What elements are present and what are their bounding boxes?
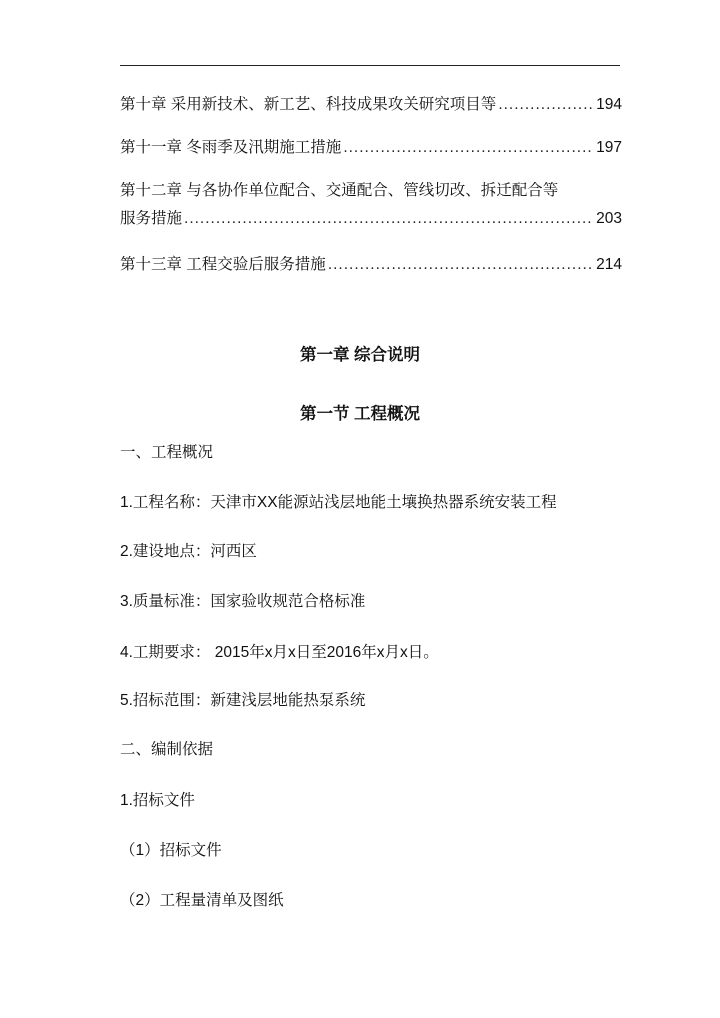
toc-entry-label: 第十一章 冬雨季及汛期施工措施	[120, 139, 342, 156]
quality-standard-item: 3.质量标准：国家验收规范合格标准	[120, 593, 366, 610]
toc-entry-page: 197	[596, 139, 622, 156]
build-location-item: 2.建设地点：河西区	[120, 543, 257, 560]
toc-leader-dots	[498, 94, 594, 116]
toc-entry-page: 203	[596, 210, 622, 227]
toc-entry-chapter-13[interactable]	[120, 254, 622, 276]
toc-entry-chapter-10[interactable]	[120, 94, 622, 116]
toc-entry-page: 194	[596, 96, 622, 113]
tender-scope-item: 5.招标范围：新建浅层地能热泵系统	[120, 692, 366, 709]
toc-leader-dots	[328, 254, 594, 276]
toc-leader-dots	[343, 137, 594, 159]
toc-entry-chapter-11[interactable]	[120, 137, 622, 159]
chapter-title: 第一章 综合说明	[299, 346, 421, 364]
toc-entry-chapter-12[interactable]	[120, 208, 622, 230]
toc-entry-label: 服务措施	[120, 210, 183, 227]
heading-basis: 二、编制依据	[120, 741, 214, 758]
toc-entry-label: 第十章 采用新技术、新工艺、科技成果攻关研究项目等	[120, 96, 497, 113]
project-name-item: 1.工程名称：天津市XX能源站浅层地能土壤换热器系统安装工程	[120, 494, 557, 511]
basis-tender-docs: 1.招标文件	[120, 792, 195, 809]
section-title: 第一节 工程概况	[299, 405, 421, 423]
toc-entry-label: 第十三章 工程交验后服务措施	[120, 256, 326, 273]
basis-subitem-1: （1）招标文件	[120, 842, 222, 859]
toc-entry-page: 214	[596, 256, 622, 273]
toc-entry-chapter-12-line1[interactable]: 第十二章 与各协作单位配合、交通配合、管线切改、拆迁配合等	[120, 182, 559, 199]
schedule-item: 4.工期要求： 2015年x月x日至2016年x月x日。	[120, 644, 439, 661]
basis-subitem-2: （2）工程量清单及图纸	[120, 892, 284, 909]
heading-project-overview: 一、工程概况	[120, 444, 214, 461]
toc-leader-dots	[184, 208, 594, 230]
header-rule	[120, 65, 620, 66]
